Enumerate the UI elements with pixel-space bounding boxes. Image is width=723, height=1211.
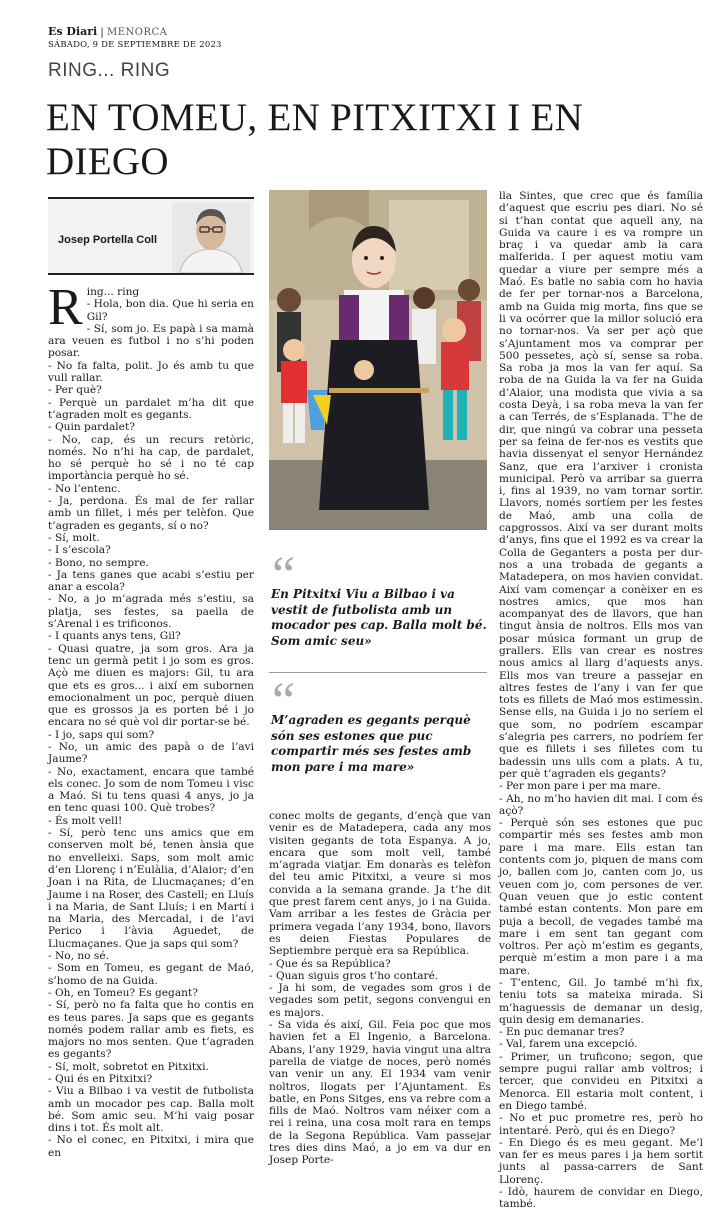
article-paragraph: conec molts de gegants, d’ençà que van venir es de Matadepera, cada any mos visiten gegants de tota Espanya. A jo, encara que som molt vell, també m’agrada viatjar. Em donaràs es telèfon del teu amic Pitxitxi, a veure si mos convida a la semana grande. Ja t’he dit que prest farem cent anys, jo i na Guida. Vam arribar a les festes de Gràcia per primera vegada l’any 1934, bono, llavors es deien Fiestas Populares de Septiembre perquè era sa República.: [269, 810, 491, 958]
article-paragraph: - Primer, un truficono; segon, que sempre pugui rallar amb voltros; i tercer, que convideu en Pitxitxi a Menorca. Ell estaria molt content, i en Diego també.: [499, 1050, 703, 1112]
giants-photo: [269, 190, 487, 530]
article-paragraph: - No, un amic des papà o de l’avi Jaume?: [48, 740, 254, 766]
pull-quote-2: M’agraden es gegants perquè són ses estones que puc compartir més ses festes amb mon pare i ma mare»: [271, 713, 472, 774]
article-paragraph: - No, exactament, encara que també els conec. Jo som de nom Tomeu i visc a Maó. Si tu tens quasi 4 anys, jo ja en tenc quasi 100. Què trobes?: [48, 765, 254, 815]
masthead: Es Diari | MENORCA SÁBADO, 9 DE SEPTIEMBRE DE 2023: [48, 25, 222, 50]
article-paragraph: - Som en Tomeu, es gegant de Maó, s’homo de na Guida.: [48, 962, 254, 987]
article-paragraph: - Bono, no sempre.: [48, 556, 149, 569]
article-paragraph: - Perquè un pardalet m’ha dit que t’agraden molt es gegants.: [48, 396, 254, 421]
article-paragraph: - Que és sa República?: [269, 957, 391, 970]
author-photo: [172, 203, 250, 273]
article-paragraph: - No, no sé.: [48, 950, 109, 963]
quote-mark-2: “: [272, 673, 296, 730]
pull-quote-1: En Pitxitxi Viu a Bilbao i va vestit de futbolista amb un mocador pes cap. Balla molt bé. Som amic seu»: [271, 587, 487, 648]
article-paragraph: - Ja tens ganes que acabi s’estiu per anar a escola?: [48, 568, 254, 594]
article-paragraph: - Qui és en Pitxitxi?: [48, 1073, 153, 1085]
drop-cap: R: [48, 279, 83, 336]
article-paragraph: - No el conec, en Pitxitxi, i mira que en: [48, 1134, 254, 1159]
article-paragraph: - T’entenc, Gil. Jo també m’hi fix, teniu tots sa mateixa mirada. Si m’haguessis de demanar un desig, quin desig em demanaries.: [499, 977, 703, 1026]
article-paragraph: - Ja, perdona. És mal de fer rallar amb un fillet, i més per telèfon. Que t’agraden es gegants, sí o no?: [48, 495, 254, 532]
newspaper-brand: Es Diari: [48, 25, 98, 38]
article-paragraph: - No fa falta, polit. Jo és amb tu que vull rallar.: [48, 359, 254, 385]
author-name: Josep Portella Coll: [58, 234, 158, 246]
giants-photo-illustration: [269, 190, 487, 530]
quote-divider: [269, 672, 487, 673]
author-box: [48, 197, 254, 275]
article-paragraph: - No et puc prometre res, però ho intentaré. Però, qui és en Diego?: [499, 1112, 703, 1137]
article-paragraph: - Idò, haurem de convidar en Diego, també.: [499, 1186, 703, 1211]
article-paragraph: - Quan siguis gros t’ho contaré.: [269, 969, 439, 982]
quote-mark-1: “: [272, 547, 296, 604]
article-paragraph: - Hola, bon dia. Que hi seria en Gil?: [86, 298, 254, 323]
article-paragraph: - Sa vida és així, Gil. Feia poc que mos havien fet a El Ingenio, a Barcelona. Abans, l’any 1929, havia vingut una altra parella de viatge de noces, però només van venir un any. El 1934 vam venir noltros, llogats per l’Ajuntament. Es batle, en Pons Sitges, ens va rebre com a fills de Maó. Noltros vam néixer com a rei i reina, una cosa molt rara en temps de la Segona República. Vam passejar tres dies dins Maó, a jo em va dur en Josep Porte-: [269, 1019, 491, 1167]
article-paragraph: - No l’entenc.: [48, 482, 121, 495]
article-paragraph: - Val, farem una excepció.: [499, 1038, 638, 1051]
article-paragraph: - Ah, no m’ho havien dit mai. I com és açò?: [499, 792, 703, 817]
issue-date: SÁBADO, 9 DE SEPTIEMBRE DE 2023: [48, 40, 222, 50]
article-paragraph: - Per mon pare i per ma mare.: [499, 780, 661, 793]
article-column-3: [499, 190, 703, 1211]
article-paragraph: lla Sintes, que crec que és família d’aquest que escriu pes diari. No sé si t’han contat que aquell any, na Guida va caure i es va rompre un braç i va quedar amb la cara malferida. I per aquest motiu vam quedar a viure per sempre més a Maó. Es batle no sabia com ho havia de fer per tornar-nos a Barcelona, amb na Guida mig morta, fins que se li va ocórrer que la millor solució era no tornar-nos. Va ser per açò que s’Ajuntament mos va comprar per 500 pessetes, açò sí, sense sa roba. Sa roba ja mos la van fer aquí. Sa roba de na Guida la va fer na Guida d’Alaior, una modista que vivia a sa costa Deyà, i sa roba meva la van fer a can Terrés, de s’Esplanada. T’he de dir, que ningú va cobrar una pesseta per sa feina de fer-nos es vestits que havia dissenyat el senyor Hernández Sanz, que era l’arxiver i cronista municipal. Però va arribar sa guerra i, fins al 1939, no vam tornar sortir. Llavors, només sortíem per les festes de Maó, amb una colla de capgrossos. Així va ser durant molts d’anys, fins que el 1992 es va crear la Colla de Geganters a posta per dur-nos a una trobada de gegants a Matadepera, on mos havien convidat. Així vam començar a conèixer en es nostres amics, que mos han acompanyat des de llavors, que han tingut ànsia de noltros. Ells mos van posar música formant un grup de grallers. Ells van crear es nostres nous amics al llarg d’aquests anys. Ells mos van treure a passejar en altres festes de l’any i van fer que tots es fillets de Maó mos estimessin. Sense ells, na Guida i jo no seríem el que som, no podríem escampar s’alegria pes carrers, no podríem fer que es fillets i ses filletes com tu badessin uns ulls com a plats. A tu, per què t’agraden els gegants?: [499, 190, 703, 780]
article-title: EN TOMEU, EN PITXITXI I EN DIEGO: [46, 96, 584, 183]
article-paragraph: - No, cap, és un recurs retòric, només. No n’hi ha cap, de pardalet, ho sé perquè ho sé i no té cap importància perquè ho sé.: [48, 433, 254, 483]
article-paragraph: - En puc demanar tres?: [499, 1026, 625, 1039]
article-paragraph: - Sí, molt.: [48, 531, 100, 544]
article-paragraph: - Perquè són ses estones que puc compartir més ses festes amb mon pare i ma mare. Ells estan tan contents com jo, piquen de mans com jo, ballen com jo, canten com jo, us veuen com jo, com persones de ver. Quan veuen que jo estic content també estan contents. Mon pare em puja a becoll, de vegades també ma mare i em sent tan gegant com voltros. Per açò m’estim es gegants, perquè m’estim a mon pare i a ma mare.: [499, 817, 703, 977]
article-paragraph: - Ja hi som, de vegades som gros i de vegades som petit, segons convengui en es majors.: [269, 982, 491, 1019]
article-paragraph: - I s’escola?: [48, 544, 111, 557]
article-paragraph: - Oh, en Tomeu? Es gegant?: [48, 986, 198, 999]
article-paragraph: ing... ring: [86, 286, 140, 298]
article-paragraph: - I jo, saps qui som?: [48, 728, 155, 741]
article-paragraph: - És molt vell!: [48, 814, 123, 827]
article-paragraph: - Viu a Bilbao i va vestit de futbolista amb un mocador pes cap. Balla molt bé. Som amic seu. M’hi vaig posar dins i tot. És molt alt.: [48, 1085, 254, 1135]
article-paragraph: - Sí, però tenc uns amics que em conserven molt bé, tenen ànsia que no envelleixi. Saps, som molt amic d’en Llorenç i n’Eulàlia, d’Alaior; d’en Joan i na Rita, de Llucmaçanes; d’en Jaume i na Roser, des Castell; en Lluís i na Maria, de Sant Lluís; i en Martí i na Maria, des Mercadal, i de l’avi Perico i l’àvia Aguedet, de Llucmaçanes. Que ja saps qui som?: [48, 827, 254, 950]
article-paragraph: - I quants anys tens, Gil?: [48, 630, 181, 643]
article-paragraph: - Per què?: [48, 384, 102, 397]
article-column-1: [48, 279, 254, 1159]
article-kicker: RING... RING: [48, 60, 171, 81]
article-paragraph: - Sí, molt, sobretot en Pitxitxi.: [48, 1060, 209, 1073]
article-paragraph: - No, a jo m’agrada més s’estiu, sa platja, ses festes, sa paella de s’Arenal i es trificonos.: [48, 593, 254, 631]
article-paragraph: - Sí, som jo. Es papà i sa mamà ara veuen es futbol i no s’hi poden posar.: [48, 322, 254, 360]
article-column-2: [269, 810, 491, 1167]
article-paragraph: - Sí, però no fa falta que ho contis en es teus pares. Ja saps que es gegants només podem rallar amb es fiets, es majors no mos senten. Que t’agraden es gegants?: [48, 999, 254, 1061]
article-paragraph: - En Diego és es meu gegant. Me’l van fer es meus pares i ja hem sortit junts al passa-carrers de Sant Llorenç.: [499, 1136, 703, 1186]
article-paragraph: - Quasi quatre, ja som gros. Ara ja tenc un germà petit i jo som es gros. Açò me diuen es majors: Gil, tu ara que ets es gros... i així em subornen emocionalment un poc, perquè diuen que es grossos ja es porten bé i jo encara no sé què vol dir portar-se bé.: [48, 642, 254, 729]
section-name: MENORCA: [106, 27, 168, 38]
article-paragraph: - Quin pardalet?: [48, 421, 135, 434]
